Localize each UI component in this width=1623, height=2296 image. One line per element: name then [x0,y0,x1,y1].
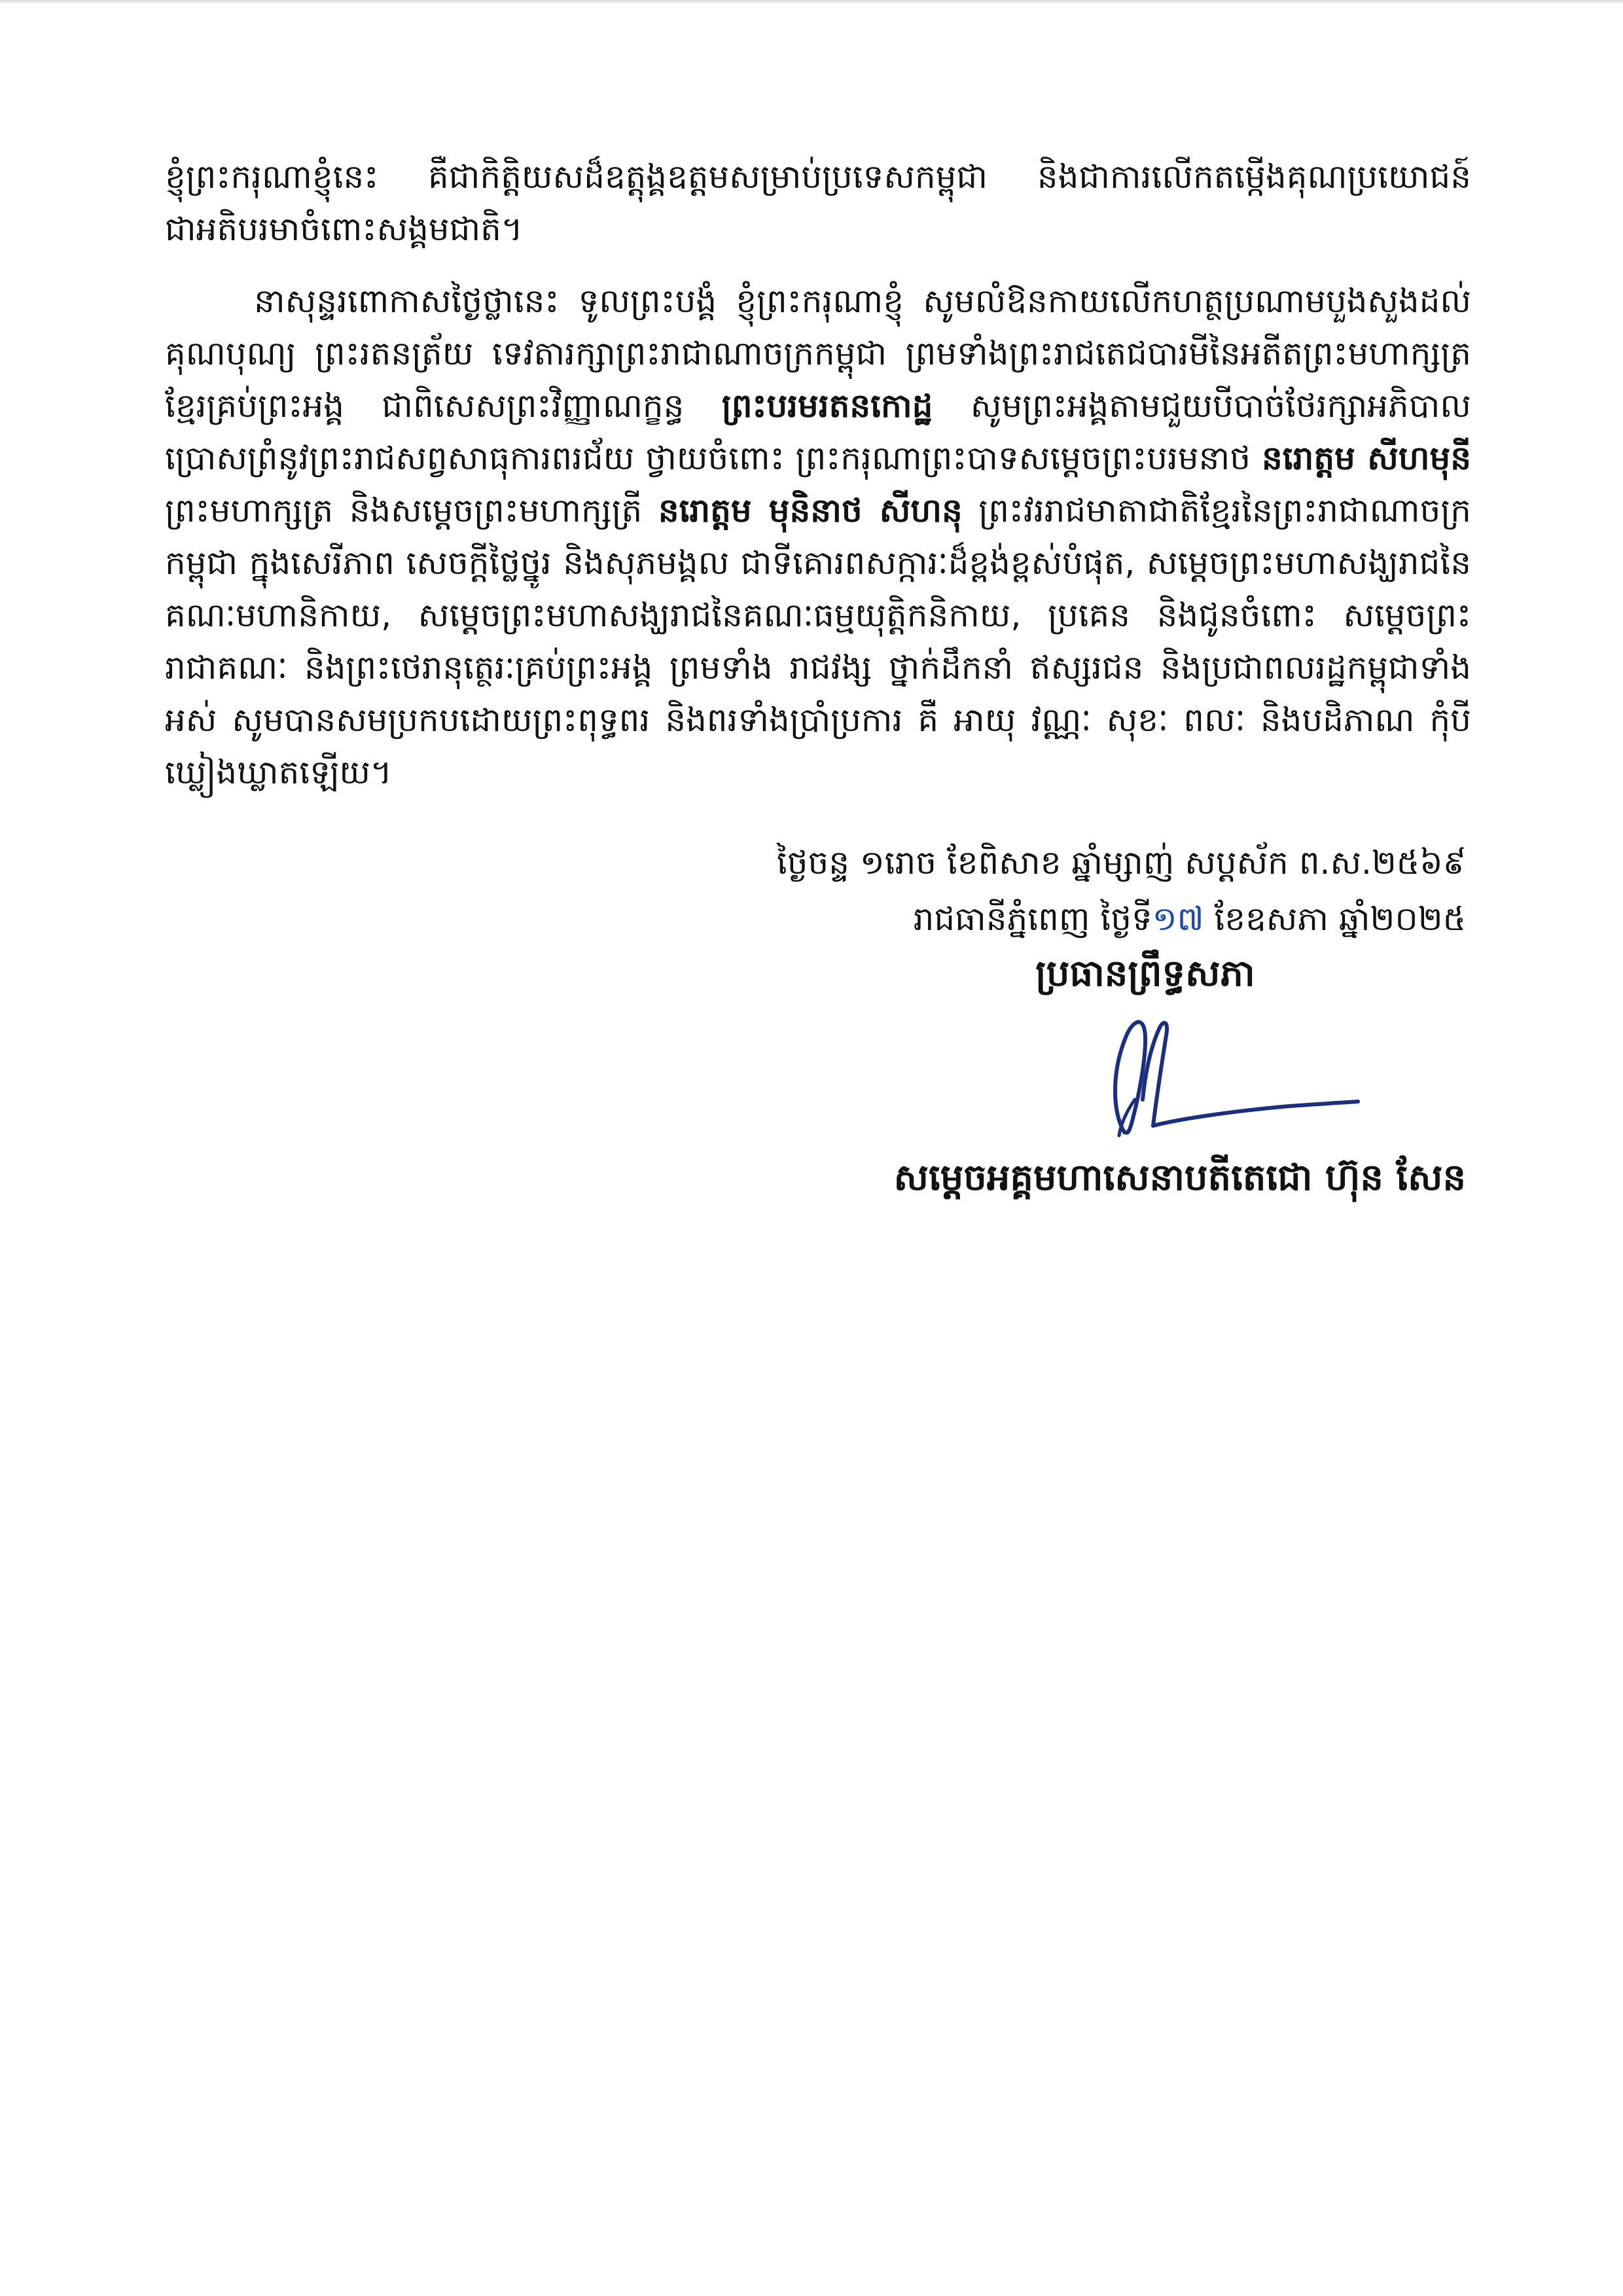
letter-body [165,151,1471,798]
lunar-date: ថ្ងៃចន្ទ ១រោច ខែពិសាខ ឆ្នាំម្សាញ់ សប្តស័ក ព.ស.២៥៦៩ [776,844,1466,882]
paragraph2-text-3: ព្រះមហាក្សត្រ និងសម្តេចព្រះមហាក្សត្រី [165,492,658,529]
signatory-name: សម្តេចអគ្គមហាសេនាបតីតេជោ ហ៊ុន សែន [893,1157,1466,1199]
place-suffix: ខែឧសភា ឆ្នាំ២០២៥ [1204,900,1466,938]
date-day-handwritten: ១៧ [1152,900,1204,938]
paragraph2-text-4: ព្រះវររាជមាតាជាតិខ្មែរនៃព្រះរាជាណាចក្រកម្ពុជា ក្នុងសេរីភាព សេចក្តីថ្លៃថ្នូរ និងសុភមង្គល ជាទីគោរពសក្ការៈដ៏ខ្ពង់ខ្ពស់បំផុត, សម្តេចព្រះមហាសង្ឃរាជនៃគណៈមហានិកាយ, សម្តេចព្រះមហាសង្ឃរាជនៃគណៈធម្មយុត្តិកនិកាយ, ប្រគេន និងជូនចំពោះ សម្តេចព្រះរាជាគណៈ និងព្រះថេរានុត្ថេរៈគ្រប់ព្រះអង្គ ព្រមទាំង រាជវង្ស ថ្នាក់ដឹកនាំ ឥស្សរជន និងប្រជាពលរដ្ឋកម្ពុជាទាំងអស់ សូមបានសមប្រកបដោយព្រះពុទ្ធពរ និងពរទាំងប្រាំប្រការ គឺ អាយុ វណ្ណៈ សុខៈ ពលៈ និងបដិភាណ កុំបីឃ្លៀងឃ្លាតឡើយ។ [165,492,1472,791]
paragraph2-text-2: សូមព្រះអង្គតាមជួយបីបាច់ថែរក្សាអភិបាលប្រោសព្រំនូវព្រះរាជសព្វសាធុការពរជ័យ ថ្វាយចំពោះ ព្រះករុណាព្រះបាទសម្តេចព្រះបរមនាថ [165,387,1471,477]
paragraph1-text: ខ្ញុំព្រះករុណាខ្ញុំនេះ គឺជាកិត្តិយសដ៏ឧត្តុង្គឧត្តមសម្រាប់ប្រទេសកម្ពុជា និងជាការលើកតម្កើងគុណប្រយោជន៍ជាអតិបរមាចំពោះសង្គមជាតិ។ [165,158,1471,248]
scan-edge-shadow [0,0,1623,4]
paragraph2-bold-queen-mother-name: នរោត្តម មុនិនាថ សីហនុ [658,492,963,529]
place-prefix: រាជធានីភ្នំពេញ ថ្ងៃទី [913,900,1152,938]
paragraph2-text-1: នាសុន្ទរពោកាសថ្ងៃថ្លានេះ ទូលព្រះបង្គំ ខ្ញុំព្រះករុណាខ្ញុំ សូមលំឱនកាយលើកហត្ថប្រណាមបួងសួងដល់គុណបុណ្យ ព្រះរតនត្រ័យ ទេវតារក្សាព្រះរាជាណាចក្រកម្ពុជា ព្រមទាំងព្រះរាជតេជបារមីនៃអតីតព្រះមហាក្សត្រខ្មែរគ្រប់ព្រះអង្គ ជាពិសេសព្រះវិញ្ញាណក្ខន្ធ [165,282,1471,425]
signatory-title: ប្រធានព្រឹទ្ធសភា [1035,952,1255,995]
paragraph2-bold-late-king: ព្រះបរមរតនកោដ្ឋ [721,387,933,425]
paragraph2-bold-king-name: នរោត្តម សីហមុនី [1261,439,1472,477]
place-and-date [777,891,1466,947]
handwritten-signature [1080,1001,1368,1152]
date-block [777,834,1466,947]
paragraph-blessing [165,275,1471,798]
paragraph-closing-statement [165,151,1471,255]
